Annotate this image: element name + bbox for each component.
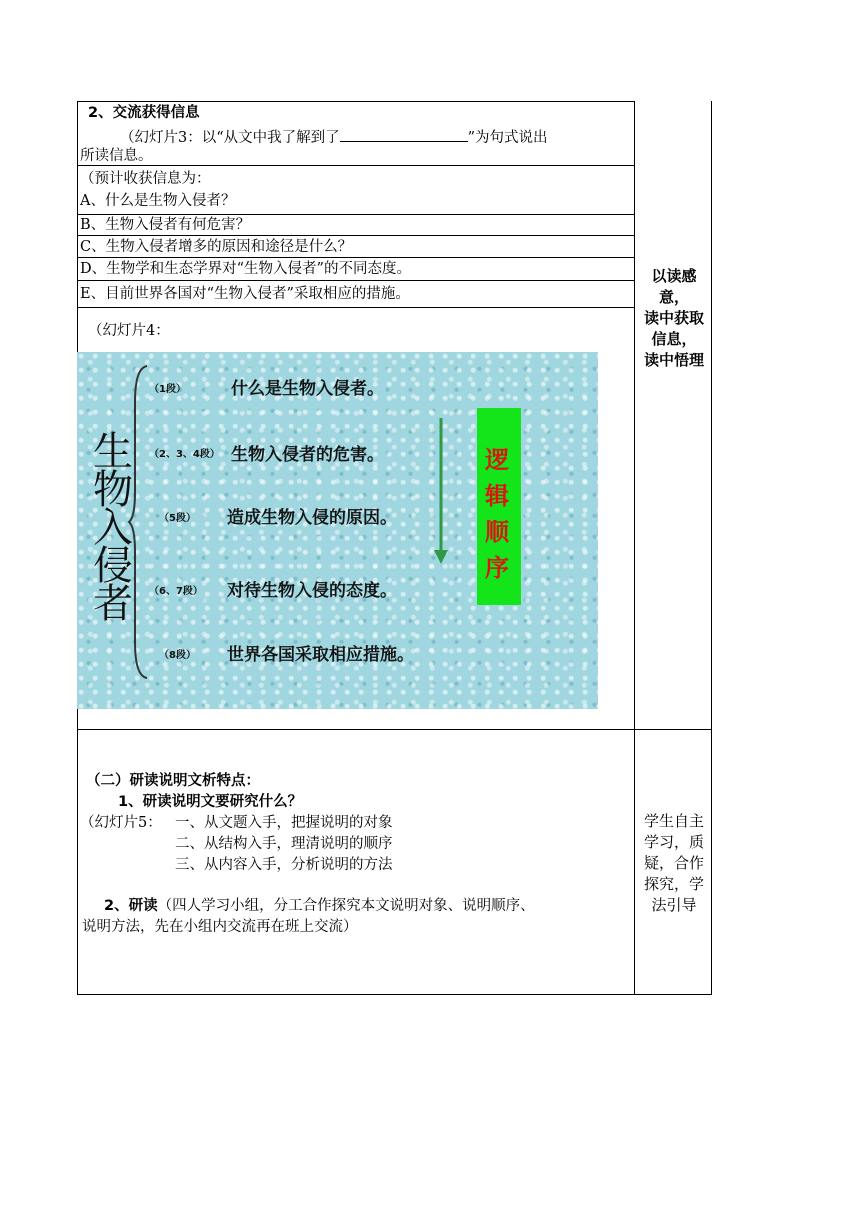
slide3-text-pre: （幻灯片3：以“从文中我了解到了 — [120, 130, 340, 146]
table-bottom-border — [77, 994, 712, 995]
study-point: 三、从内容入手，分析说明的方法 — [175, 857, 393, 873]
slide-row-text: 世界各国采取相应措施。 — [227, 645, 414, 665]
side-note-line: 信息， — [651, 330, 697, 348]
title-char: 者 — [93, 581, 133, 627]
row-divider — [77, 165, 635, 166]
side-note-study — [636, 811, 712, 916]
slide-row-text: 造成生物入侵的原因。 — [227, 508, 397, 528]
slide4-label: （幻灯片4： — [88, 323, 170, 339]
study-q2-line1: （四人学习小组，分工合作探究本文说明对象、说明顺序、 — [157, 898, 535, 914]
order-char: 序 — [485, 554, 509, 582]
slide3-text-post: ”为句式说出 — [467, 130, 548, 146]
table-top-border — [77, 101, 635, 102]
slide3-instruction-line2: 所读信息。 — [80, 148, 153, 164]
expected-item-e: E、目前世界各国对“生物入侵者”采取相应的措施。 — [80, 286, 410, 302]
side-note-line: 学习，质 — [643, 833, 704, 851]
slide-row-seg: （6、7段） — [149, 586, 203, 597]
side-note-line: 疑，合作 — [643, 854, 704, 872]
expected-item-b: B、生物入侵者有何危害？ — [80, 217, 251, 233]
title-char: 生 — [93, 429, 133, 475]
title-char: 物 — [93, 467, 133, 513]
expected-intro: （预计收获信息为： — [80, 171, 211, 187]
curly-brace-icon — [127, 362, 151, 682]
side-note-line: 意， — [658, 288, 689, 306]
column-divider — [634, 101, 635, 995]
order-char: 逻 — [485, 446, 509, 474]
row-divider — [77, 214, 635, 215]
fill-in-blank — [340, 127, 468, 142]
study-question-2 — [104, 897, 535, 915]
slide-row-seg: （1段） — [149, 384, 186, 395]
slide5-label: （幻灯片5： — [80, 815, 162, 831]
slide-row-seg: （5段） — [159, 513, 196, 524]
logic-order-box — [477, 408, 521, 605]
side-note-reading — [636, 266, 712, 371]
expected-item-a: A、什么是生物入侵者？ — [80, 193, 236, 209]
expected-item-c: C、生物入侵者增多的原因和途径是什么？ — [80, 239, 353, 255]
order-char: 辑 — [485, 482, 509, 510]
arrow-down-icon — [432, 416, 450, 566]
slide-row-text: 什么是生物入侵者。 — [231, 379, 384, 399]
row-divider — [77, 235, 635, 236]
section-heading-exchange: 2、交流获得信息 — [88, 105, 200, 121]
slide4-image — [77, 352, 598, 709]
side-note-line: 读中获取 — [643, 309, 704, 327]
row-divider — [77, 307, 635, 308]
order-char: 顺 — [485, 518, 509, 546]
row-divider — [77, 257, 635, 258]
side-note-line: 学生自主 — [643, 812, 704, 830]
study-point: 二、从结构入手，理清说明的顺序 — [175, 836, 393, 852]
study-q2-line2: 说明方法，先在小组内交流再在班上交流） — [82, 919, 358, 935]
slide-row-text: 生物入侵者的危害。 — [231, 445, 384, 465]
title-char: 侵 — [93, 543, 133, 589]
study-question-1: 1、研读说明文要研究什么？ — [118, 794, 303, 810]
side-note-line: 探究，学 — [643, 875, 704, 893]
side-note-line: 以读感 — [651, 267, 697, 285]
title-char: 入 — [93, 505, 133, 551]
row-divider — [77, 729, 712, 730]
slide-row-seg: （2、3、4段） — [149, 449, 220, 460]
slide3-instruction-line1 — [120, 127, 548, 147]
slide-row-text: 对待生物入侵的态度。 — [227, 581, 397, 601]
side-note-line: 法引导 — [651, 896, 697, 914]
section-heading-study: （二）研读说明文析特点： — [86, 773, 260, 789]
row-divider — [77, 280, 635, 281]
slide-row-seg: （8段） — [159, 650, 196, 661]
study-point: 一、从文题入手，把握说明的对象 — [175, 815, 393, 831]
expected-item-d: D、生物学和生态学界对“生物入侵者”的不同态度。 — [80, 261, 411, 277]
study-q2-bold: 2、研读 — [104, 898, 158, 914]
side-note-line: 读中悟理 — [643, 351, 704, 369]
